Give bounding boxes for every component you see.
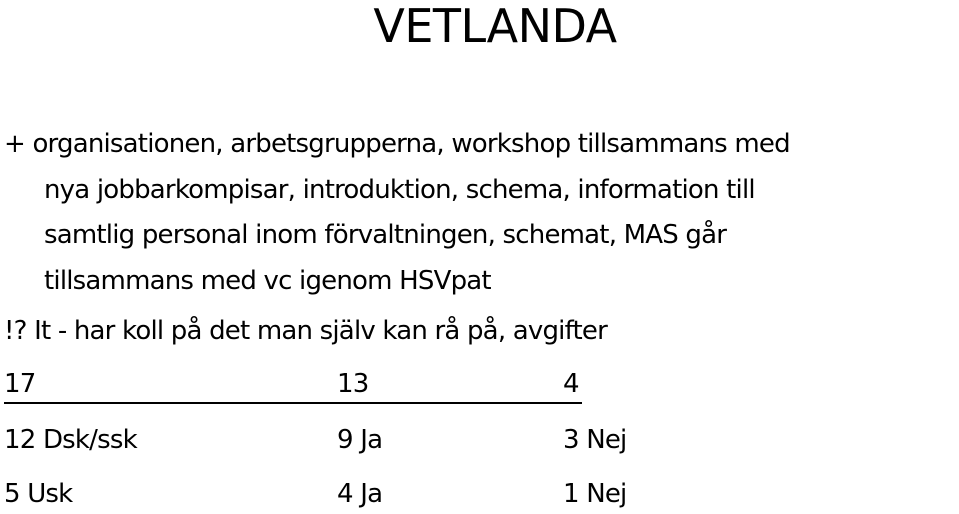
- table-cell: 9 Ja: [337, 425, 383, 455]
- table-cell: 4: [563, 369, 579, 399]
- table-row-totals: [4, 366, 582, 404]
- bullet-line-2: nya jobbarkompisar, introduktion, schema, information till: [44, 174, 755, 205]
- table-cell: 13: [337, 369, 369, 399]
- bullet-paragraph: [4, 122, 954, 304]
- table-cell: 4 Ja: [337, 479, 383, 509]
- table-cell: 3 Nej: [563, 425, 627, 455]
- bullet-line-3: samtlig personal inom förvaltningen, schemat, MAS går: [44, 220, 727, 250]
- bullet-line-4: tillsammans med vc igenom HSVpat: [44, 265, 491, 296]
- bullet-line-1: + organisationen, arbetsgrupperna, workshop tillsammans med: [4, 129, 790, 159]
- table-cell: 1 Nej: [563, 479, 627, 509]
- slide-title: VETLANDA: [373, 0, 617, 53]
- note-line: !? It - har koll på det man själv kan rå på, avgifter: [4, 316, 607, 346]
- table-cell: 5 Usk: [4, 479, 73, 509]
- table-cell: 12 Dsk/ssk: [4, 425, 137, 455]
- table-cell: 17: [4, 369, 36, 399]
